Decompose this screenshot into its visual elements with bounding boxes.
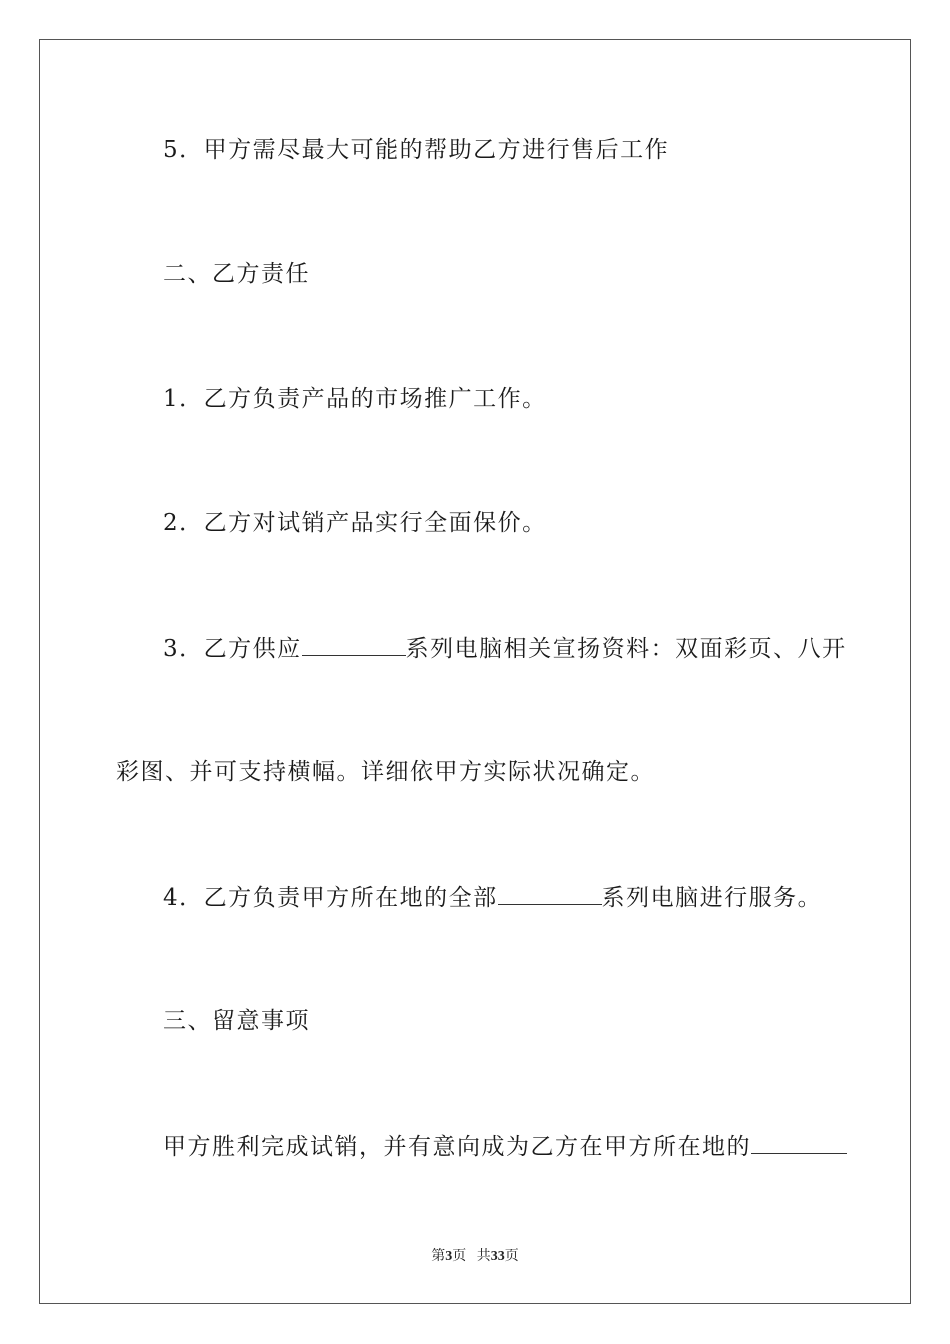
fill-in-blank[interactable] (302, 633, 406, 656)
item-3-line (163, 633, 847, 664)
current-page-number: 3 (445, 1249, 453, 1264)
footer-total-prefix: 共 (476, 1249, 491, 1264)
section-heading-notes: 三、留意事项 (163, 1008, 310, 1034)
item-3-text-start: 3．乙方供应 (163, 636, 302, 662)
fill-in-blank[interactable] (751, 1131, 847, 1154)
item-4-line (163, 882, 822, 913)
section-heading-party-b: 二、乙方责任 (163, 261, 310, 287)
final-paragraph-text: 甲方胜利完成试销，并有意向成为乙方在甲方所在地的 (163, 1134, 751, 1160)
fill-in-blank[interactable] (498, 882, 602, 905)
item-4-text-end: 系列电脑进行服务。 (601, 885, 823, 911)
total-page-count: 33 (490, 1249, 505, 1264)
item-4-text-start: 4．乙方负责甲方所在地的全部 (163, 885, 498, 911)
footer-prefix: 第 (431, 1249, 446, 1264)
item-2-text: 2．乙方对试销产品实行全面保价。 (163, 510, 547, 536)
item-3-continuation: 彩图、并可支持横幅。详细依甲方实际状况确定。 (116, 759, 655, 785)
final-paragraph-line (163, 1131, 847, 1162)
footer-total-suffix: 页 (504, 1249, 519, 1264)
item-1-text: 1．乙方负责产品的市场推广工作。 (163, 386, 547, 412)
item-3-text-end: 系列电脑相关宣扬资料：双面彩页、八开 (405, 636, 847, 662)
page-footer (0, 1248, 950, 1266)
item-5-text: 5．甲方需尽最大可能的帮助乙方进行售后工作 (163, 137, 670, 163)
page-border (39, 39, 911, 1304)
footer-page-word: 页 (452, 1249, 467, 1264)
